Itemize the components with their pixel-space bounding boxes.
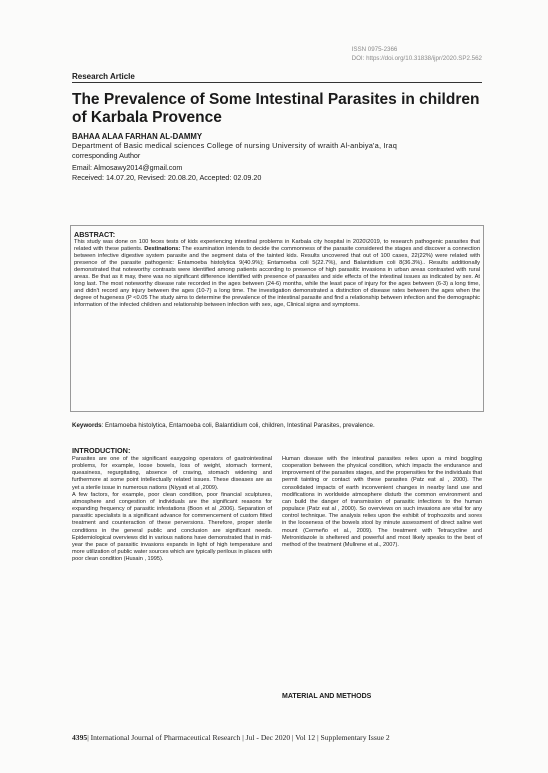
intro-paragraph-3: Human disease with the intestinal parasites relies upon a mind boggling cooperation between the physical condition, which impacts the endurance and improvement of the parasites stages, and the propensities for the individuals that permit tainting or contact with these parasites (Patz eat al , 2000). The consolidated impacts of earth inconvenient changes in nearby land use and modifications in worldwide atmosphere disturb the common environment and can build the danger of transmission of parasitic infections to the human populace (Patz eat al , 2000). So overviews on such invasions are vital for any control technique. The analysis relies upon the exhibit of trophozoits and sores in the looseness of the bowels stool by minute assessment of direct saline wet mount (Cermeño et al., 2009). The treatment with Tetracycline and Metronidazole is sheltered and powerful and most likely speaks to the best of method of the treatment (Mullrene et al., 2007).	[282, 456, 482, 548]
methods-heading: MATERIAL AND METHODS	[282, 693, 372, 700]
article-type-label: Research Article	[72, 72, 482, 83]
keywords-text: : Entamoeba histolytica, Entamoeba coli, Balantidium coli, children, Intestinal Parasites, prevalence.	[101, 422, 375, 429]
article-dates: Received: 14.07.20, Revised: 20.08.20, Accepted: 02.09.20	[72, 173, 262, 182]
keywords-line	[72, 422, 492, 430]
article-header	[72, 72, 482, 183]
abstract-box	[70, 225, 484, 412]
keywords-label: Keywords	[72, 422, 102, 429]
article-title: The Prevalence of Some Intestinal Parasites in children of Karbala Provence	[72, 91, 480, 126]
right-column	[282, 456, 482, 549]
intro-paragraph-1: Parasites are one of the significant easygoing operators of gastrointestinal problems, for example, loose bowels, loss of weight, stomach torment, queasiness, regurgitating, absence of craving, stomach widening and furthermore at some point intellectually related issues. These diseases are as yet a sterile issue in numerous nations (Niyyati et al ,2009).	[72, 456, 272, 491]
email-address[interactable]: Almosawy2014@gmail.com	[93, 163, 183, 172]
author-affiliation: Department of Basic medical sciences College of nursing University of wraith Al-anbiya'a, Iraq	[72, 141, 398, 150]
abstract-heading: ABSTRACT:	[74, 230, 116, 239]
email-label: Email:	[72, 163, 94, 172]
abstract-text	[74, 239, 480, 309]
introduction-heading: INTRODUCTION:	[72, 446, 131, 455]
issn: ISSN 0975-2366	[351, 46, 398, 53]
doi-link[interactable]: DOI: https://doi.org/10.31838/ijpr/2020.SP2.562	[351, 54, 482, 62]
issn-doi-block	[352, 46, 482, 63]
abstract-body: This study was done on 100 feces tests of kids experiencing intestinal problems in Karbala city hospital in 2020\2019, to research pathogenic parasites that related with these patients.	[74, 239, 480, 253]
author-name: BAHAA ALAA FARHAN AL-DAMMY	[72, 132, 203, 141]
page-number: 4395	[72, 733, 88, 742]
left-column	[72, 456, 272, 563]
destinations-text: The examination intends to decide the commonness of the parasite considered the stages and discover a connection between infective digestive system parasite and the segment data of the tainted kids. Results uncovered that out of 100 cases, 22(22%) were related with presence of the parasite pathogenic: Entamoeba histolytica 9(40.9%); Entamoeba coli 5(22.7%), and Balantidium coli 8(36.3%).. Results additionally demonstrated that noteworthy contrasts were identified among patients according to presence of high parasitic invasions in urban areas contrasted with rural areas. Be that as it may, there was no significant difference identified with presence of parasites and side effects of the intestinal issues as indicated by sex. At long last. The most noteworthy disease rate recorded in the ages between (24-6) months, while the least pace of injury for the ages between (6-3) a long time, and didn't record any injury between the ages (10-7) a long time. The investigation demonstrated a distinction of disease rates between the ages when the degree of hugeness (P <0.05 The study aims to determine the prevalence of the intestinal parasite and find a relationship between infection and the demographic information of the infected children and relationship between infection with sex, age, Clinical signs and symptoms.	[74, 246, 480, 309]
corresponding-author: corresponding Author	[72, 151, 141, 160]
destinations-label: Destinations:	[144, 246, 181, 253]
email-line	[72, 163, 482, 173]
journal-info: | International Journal of Pharmaceutical Research | Jul - Dec 2020 | Vol 12 | Supplementary Issue 2	[87, 733, 390, 742]
intro-paragraph-2: A few factors, for example, poor clean condition, poor financial sculptures, atmosphere and congestion of individuals are the significant reasons for expanding frequency of parasitic infestations (Boon et al ,2006). Separation of parasitic specialists is a significant advance for commencement of custom fitted treatment and counteraction of these perversions. Therefore, proper sterile conditions in the general public and conclusion are significant needs. Epidemiological overviews did in various nations have demonstrated that in mid-year the pace of parasitic invasions expands in light of high temperature and more utilization of public water sources which are typically perilous in places with poor clean condition (Husain , 1995).	[72, 491, 272, 563]
page-footer	[72, 733, 492, 742]
